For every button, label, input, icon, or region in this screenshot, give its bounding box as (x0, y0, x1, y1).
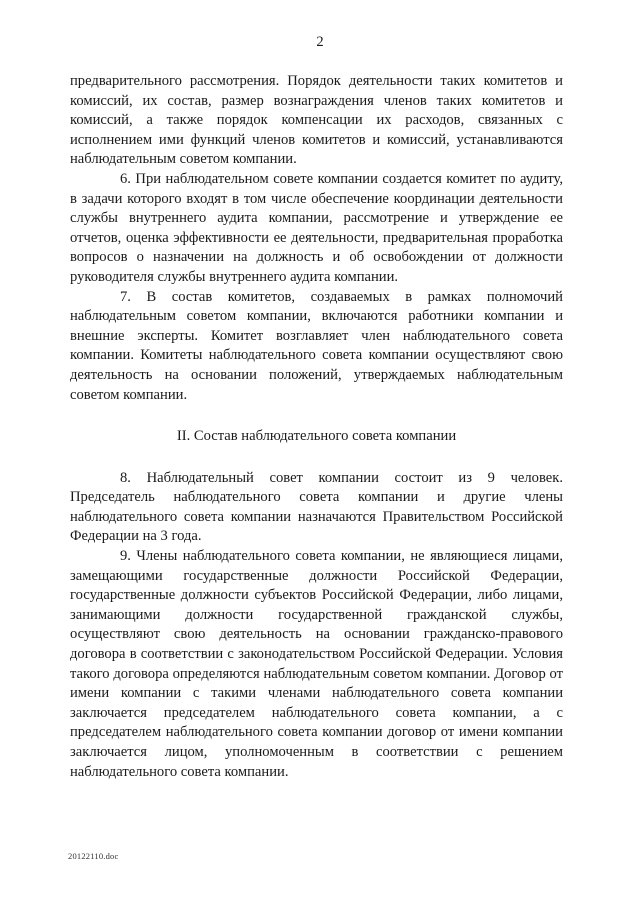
footer-file-code: 20122110.doc (68, 851, 119, 861)
paragraph-item-7: 7. В состав комитетов, создаваемых в рамках полномочий наблюдательным советом компании, включаются работники компании и внешние эксперты. Комитет возглавляет член наблюдательного совета компании. Комитеты наблюдательного совета компании осуществляют свою деятельность на основании положений, утверждаемых наблюдательным советом компании. (70, 288, 563, 403)
paragraph-item-8: 8. Наблюдательный совет компании состоит из 9 человек. Председатель наблюдательного совета компании и другие члены наблюдательного совета компании назначаются Правительством Российской Федерации на 3 года. (70, 469, 563, 545)
document-body (70, 72, 563, 782)
paragraph-continuation: предварительного рассмотрения. Порядок деятельности таких комитетов и комиссий, их состав, размер вознаграждения членов таких комитетов и комиссий, а также порядок компенсации их расходов, связанных с исполнением ими функций членов комитетов и комиссий, устанавливаются наблюдательным советом компании. (70, 73, 563, 168)
section-heading: II. Состав наблюдательного совета компании (176, 428, 457, 445)
page-number: 2 (316, 34, 324, 50)
paragraph-item-9: 9. Члены наблюдательного совета компании, не являющиеся лицами, замещающими государственные должности Российской Федерации, государственные должности субъектов Российской Федерации, либо лицами, занимающими должности государственной гражданской службы, осуществляют свою деятельность на основании гражданско-правового договора в соответствии с законодательством Российской Федерации. Условия такого договора определяются наблюдательным советом компании. Договор от имени компании с такими членами наблюдательного совета компании заключается председателем наблюдательного совета компании, а с председателем наблюдательного совета компании договор от имени компании заключается лицом, уполномоченным в соответствии с решением наблюдательного совета компании. (70, 548, 563, 780)
paragraph-item-6: 6. При наблюдательном совете компании создается комитет по аудиту, в задачи которого входят в том числе обеспечение координации деятельности службы внутреннего аудита компании, рассмотрение и утверждение ее отчетов, оценка эффективности ее деятельности, предварительная проработка вопросов о назначении на должность и об освобождении от должности руководителя службы внутреннего аудита компании. (70, 170, 563, 285)
